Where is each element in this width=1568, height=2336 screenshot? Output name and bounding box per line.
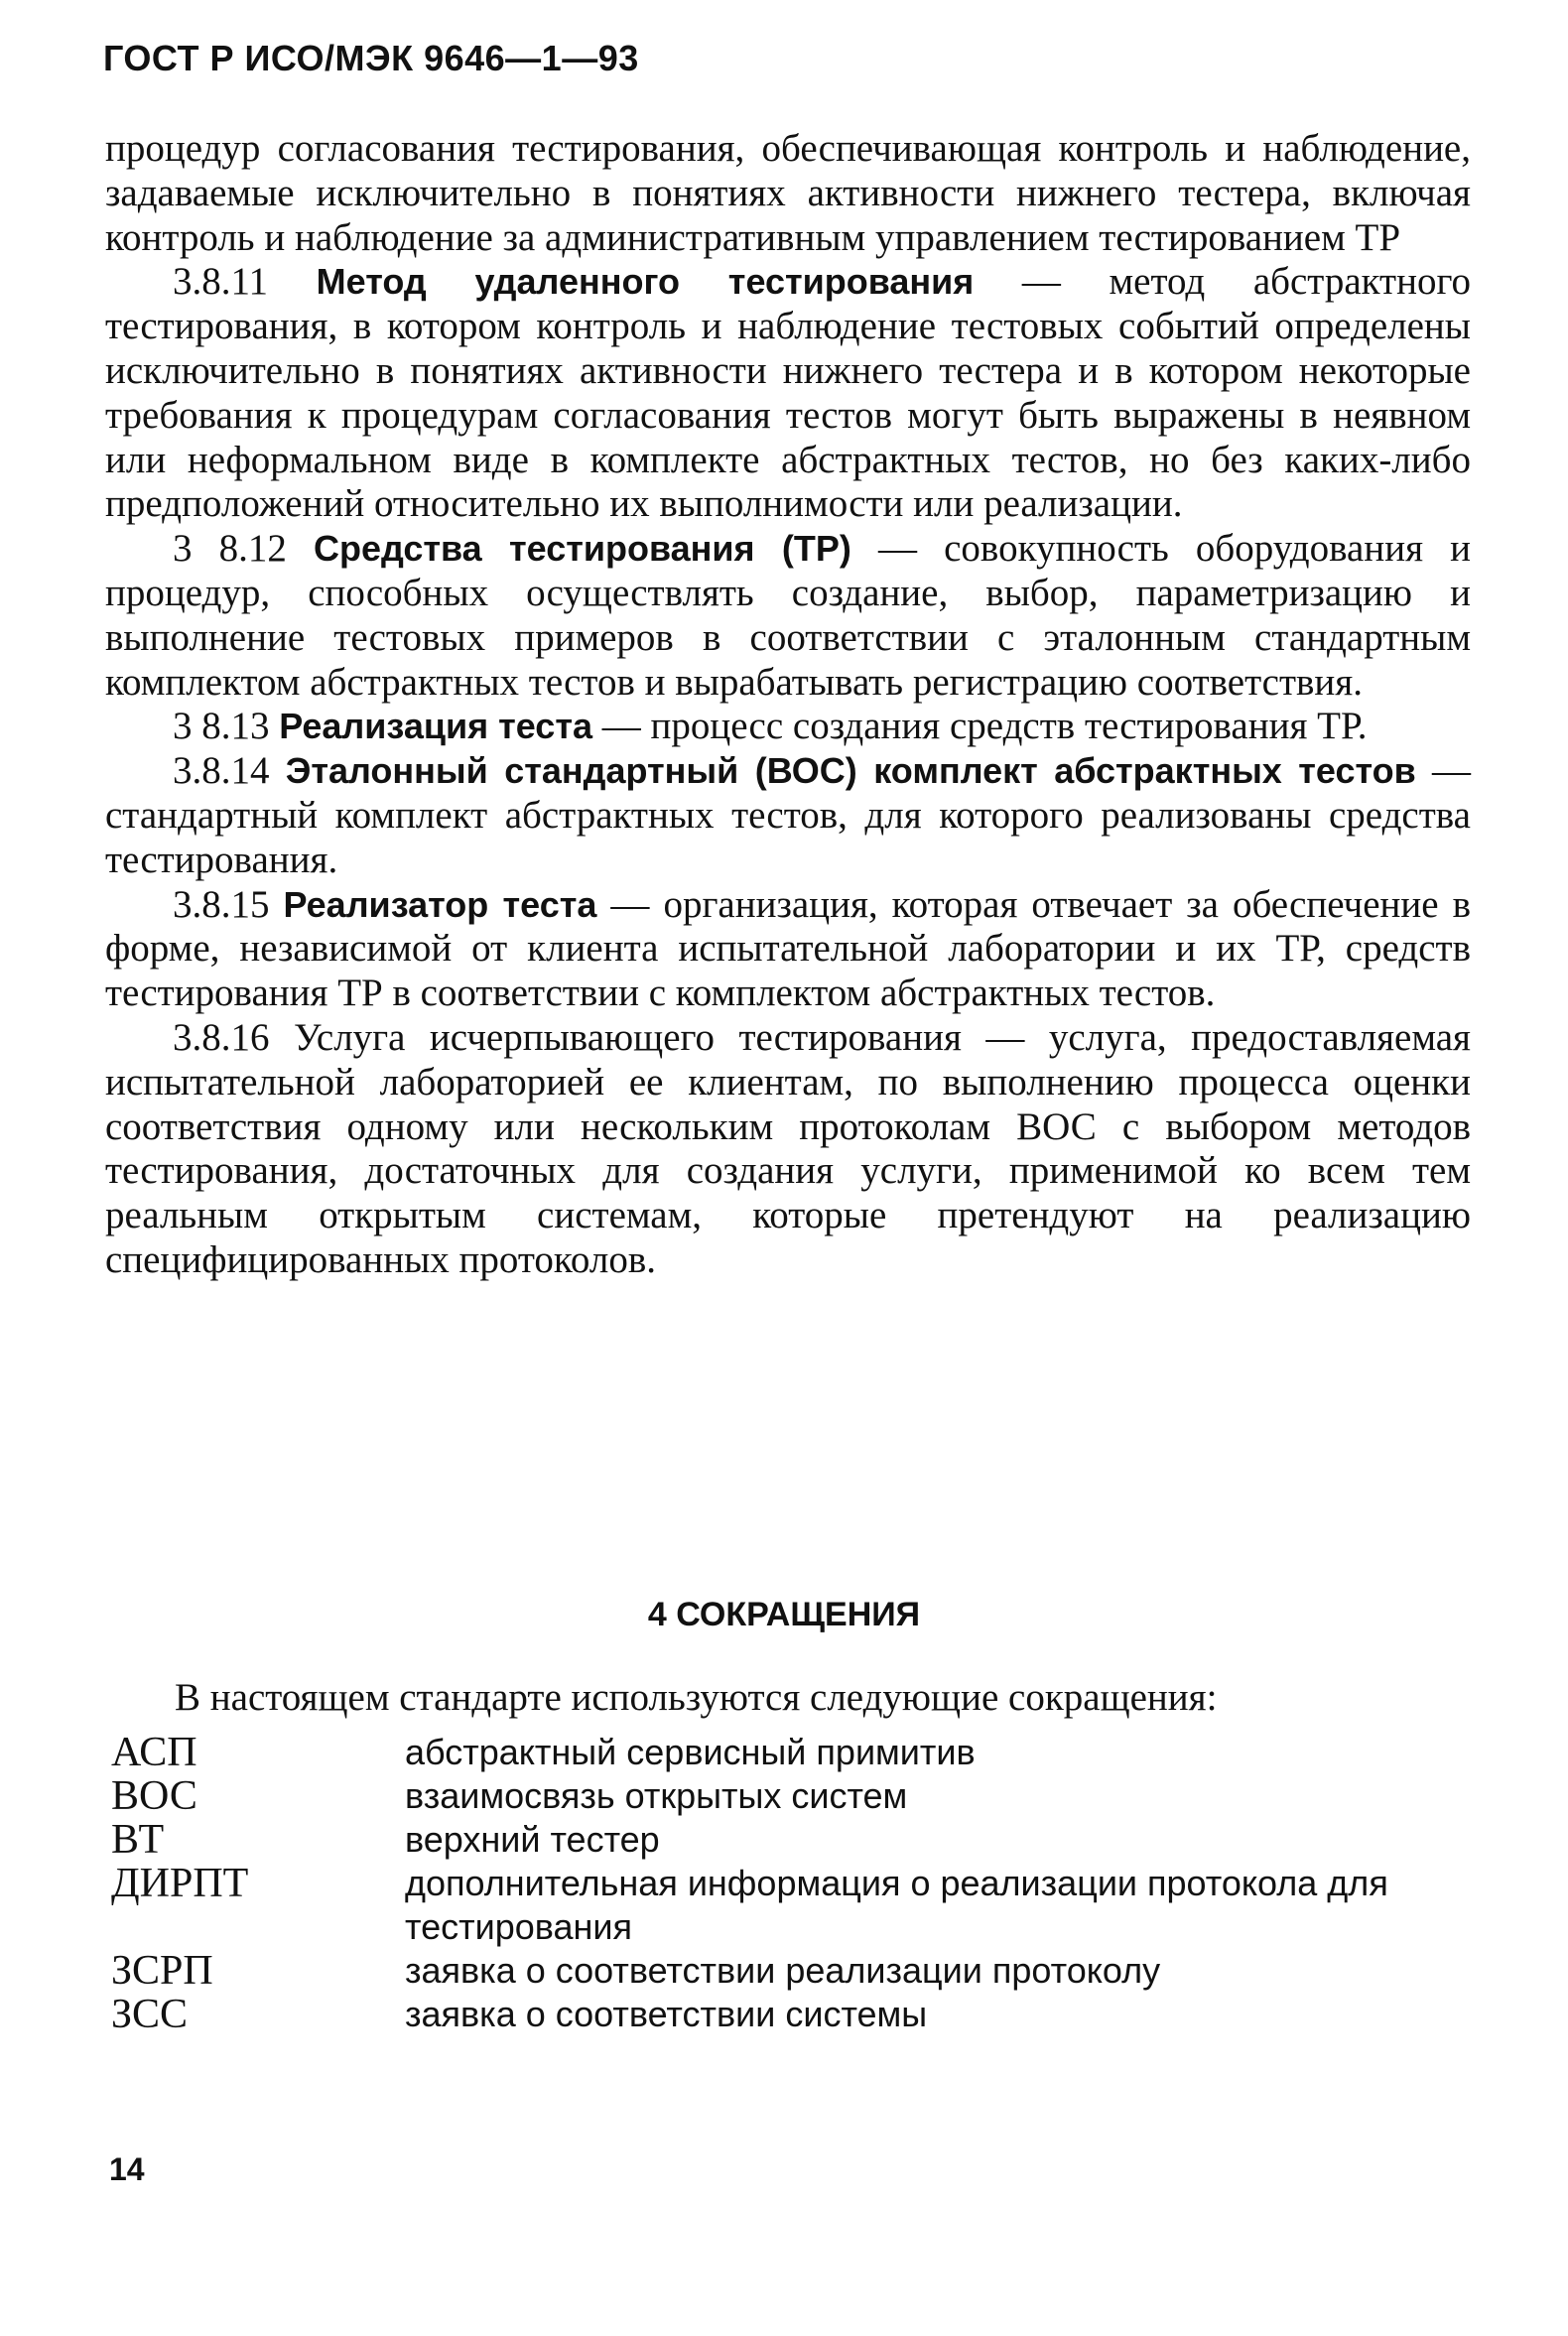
definition-text: Услуга исчерпывающего тестирования — услуга, предоставляемая испытательной лабораторией ее клиентам, по выполнению процесса оценки соответствия одному или нескольким протоколам ВОС с выбором методов тестирования, достаточных для создания услуги, применимой ко всем тем реальным открытым системам, которые претендуют на реализацию специфицированных протоколов. [105,1015,1471,1281]
abbreviation-definition: верхний тестер [405,1819,660,1860]
abbreviation-row [111,1731,1501,1774]
definition-text: — стандартный комплект абстрактных тестов, для которого реализованы средства тестирования. [105,749,1471,881]
definition-number: 3.8.15 [173,882,270,926]
definition-term: Метод удаленного тестирования [316,261,975,303]
abbreviation-definition: заявка о соответствии системы [405,1994,928,2034]
document-header: ГОСТ Р ИСО/МЭК 9646—1—93 [103,38,639,78]
definition-text: — метод абстрактного тестирования, в котором контроль и наблюдение тестовых событий определены исключительно в понятиях активности нижнего тестера и в котором некоторые требования к процедурам согласования тестов могут быть выражены в неявном или неформальном виде в комплекте абстрактных тестов, но без каких-либо предположений относительно их выполнимости или реализации. [105,260,1471,526]
continued-paragraph: процедур согласования тестирования, обеспечивающая контроль и наблюдение, задаваемые исключительно в понятиях активности нижнего тестера, включая контроль и наблюдение за административным управлением тестированием ТР [105,127,1471,259]
definition-3-8-14 [105,749,1471,882]
abbreviation-code: ВОС [111,1773,197,1819]
definition-3-8-15 [105,883,1471,1016]
abbreviation-definition: дополнительная информация о реализации протокола для тестирования [405,1863,1388,1947]
abbreviation-code: АСП [111,1730,197,1775]
definition-3-8-13 [105,705,1471,749]
definition-3-8-12 [105,527,1471,705]
abbreviation-code: ЗСС [111,1992,189,2037]
abbreviation-row [111,1774,1501,1818]
definition-term: Средства тестирования (ТР) [313,528,851,570]
definition-term: Эталонный стандартный (ВОС) комплект абстрактных тестов [285,750,1416,792]
definition-number: 3.8.16 [173,1015,270,1059]
abbreviation-definition: абстрактный сервисный примитив [405,1732,976,1772]
abbreviation-code: ЗСРП [111,1948,213,1994]
section-title: 4 СОКРАЩЕНИЯ [647,1596,921,1633]
section-intro: В настоящем стандарте используются следующие сокращения: [175,1676,1218,1719]
definition-text: — организация, которая отвечает за обеспечение в форме, независимой от клиента испытательной лаборатории и их ТР, средств тестирования ТР в соответствии с комплектом абстрактных тестов. [105,882,1472,1015]
definition-3-8-16 [105,1016,1471,1283]
definition-term: Реализатор теста [283,883,597,925]
abbreviation-row [111,1993,1501,2036]
definition-number: 3 8.13 [173,705,270,748]
abbreviation-definition: заявка о соответствии реализации протоколу [405,1950,1161,1991]
abbreviation-row [111,1818,1501,1862]
definition-number: 3.8.14 [173,749,270,793]
definition-3-8-11 [105,260,1471,527]
abbreviation-row [111,1862,1501,1949]
abbreviation-list [111,1731,1501,2036]
definition-number: 3.8.11 [173,260,269,304]
page-number: 14 [109,2151,145,2187]
abbreviation-row [111,1949,1501,1993]
definitions-body [105,127,1471,1283]
definition-text: — совокупность оборудования и процедур, способных осуществлять создание, выбор, параметризацию и выполнение тестовых примеров в соответствии с эталонным стандартным комплектом абстрактных тестов и вырабатывать регистрацию соответствия. [105,527,1472,704]
definition-text: — процесс создания средств тестирования ТР. [601,705,1368,748]
abbreviation-code: ДИРПТ [111,1861,249,1906]
abbreviation-definition: взаимосвязь открытых систем [405,1775,908,1816]
definition-number: 3 8.12 [173,527,287,571]
abbreviation-code: ВТ [111,1817,165,1863]
definition-term: Реализация теста [279,706,592,747]
